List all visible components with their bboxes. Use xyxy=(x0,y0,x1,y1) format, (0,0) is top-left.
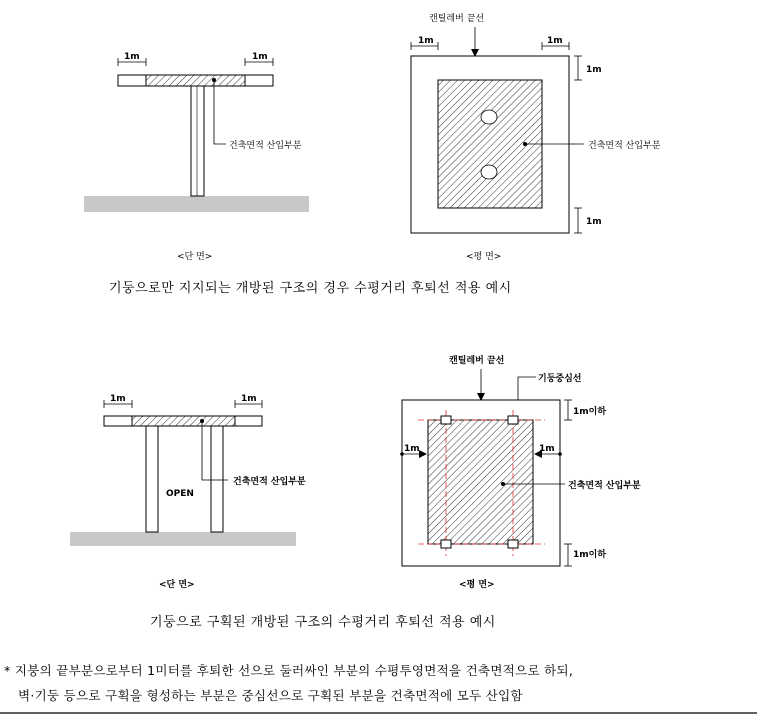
section-view-bottom xyxy=(70,394,306,590)
column-square xyxy=(508,416,518,424)
dim-1m-or-less-label: 1m이하 xyxy=(573,550,607,560)
column-square xyxy=(508,540,518,548)
dim-label: 1m xyxy=(586,65,602,75)
dim-label: 1m xyxy=(539,444,555,454)
note-line-2: 벽·기둥 등으로 구획을 형성하는 부분은 중심선으로 구획된 부분을 건축면적에 모두 산입함 xyxy=(18,688,523,703)
note-line-1: * 지붕의 끝부분으로부터 1미터를 후퇴한 선으로 둘러싸인 부분의 수평투영면적을 건축면적으로 하되, xyxy=(4,663,574,678)
dim-label: 1m xyxy=(586,217,602,227)
dim-label: 1m xyxy=(404,444,420,454)
cantilever-edge-label: 캔틸레버 끝선 xyxy=(449,356,505,366)
dim-label: 1m xyxy=(418,36,434,46)
caption-top: 기둥으로만 지지되는 개방된 구조의 경우 수평거리 후퇴선 적용 예시 xyxy=(109,281,512,296)
plan-view-top xyxy=(411,12,661,262)
column-right xyxy=(211,426,223,532)
section-view-top xyxy=(84,52,309,262)
included-area-hatch xyxy=(428,420,533,544)
dim-label: 1m xyxy=(124,52,140,62)
dim-label: 1m xyxy=(241,394,257,404)
open-label: OPEN xyxy=(166,489,194,499)
included-area-label: 건축면적 산입부분 xyxy=(588,141,661,151)
column-circle xyxy=(481,110,497,124)
column-circle xyxy=(481,165,497,179)
included-area-hatch xyxy=(132,416,235,426)
plan-view-bottom xyxy=(400,354,641,590)
section-view-label: <단 면> xyxy=(177,252,213,262)
column-square xyxy=(441,416,451,424)
cantilever-edge-label: 캔틸레버 끝선 xyxy=(429,14,485,24)
section-view-label: <단 면> xyxy=(159,580,195,590)
included-area-label: 건축면적 산입부분 xyxy=(568,481,641,491)
plan-view-label: <평 면> xyxy=(459,580,495,590)
dim-1m-or-less-label: 1m이하 xyxy=(573,407,607,417)
caption-bottom: 기둥으로 구획된 개방된 구조의 수평거리 후퇴선 적용 예시 xyxy=(150,615,496,630)
column-square xyxy=(441,540,451,548)
included-area-label: 건축면적 산입부분 xyxy=(229,141,302,151)
column-centerline-label: 기둥중심선 xyxy=(538,374,582,384)
dim-label: 1m xyxy=(110,394,126,404)
ground-slab xyxy=(84,196,309,212)
column-left xyxy=(146,426,158,532)
leader-line xyxy=(214,80,226,144)
ground-slab xyxy=(70,532,296,546)
included-area-label: 건축면적 산입부분 xyxy=(233,477,306,487)
included-area-hatch xyxy=(146,75,245,86)
column xyxy=(191,86,204,196)
plan-view-label: <평 면> xyxy=(466,252,502,262)
dim-label: 1m xyxy=(547,36,563,46)
dim-label: 1m xyxy=(252,52,268,62)
